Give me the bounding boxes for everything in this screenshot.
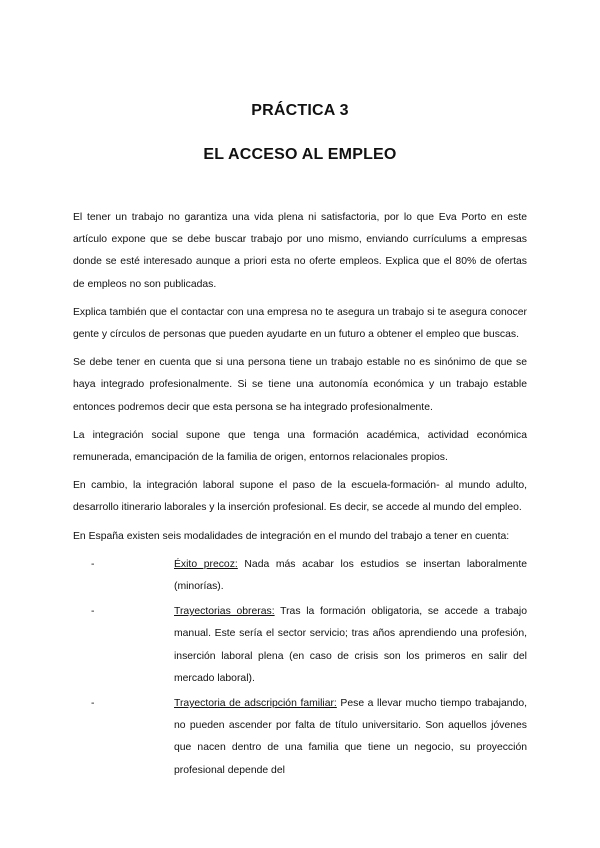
list-dash: - xyxy=(91,698,95,710)
paragraph: En cambio, la integración laboral supone el paso de la escuela-formación- al mundo adulto, desarrollo itinerario laborales y la inserción profesional. Es decir, se accede al mundo del empleo. xyxy=(73,480,527,514)
document-title: PRÁCTICA 3 xyxy=(251,102,349,119)
list-item-term: Éxito precoz: xyxy=(174,558,238,570)
document-subtitle: EL ACCESO AL EMPLEO xyxy=(203,146,397,163)
list-item-text: Nada más acabar los estudios se insertan laboralmente (minorías). xyxy=(174,558,527,593)
paragraph: La integración social supone que tenga una formación académica, actividad económica remunerada, emancipación de la familia de origen, entornos relacionales propios. xyxy=(73,429,527,464)
document-body xyxy=(73,207,527,785)
list-item xyxy=(73,554,527,598)
list-dash: - xyxy=(91,558,95,570)
list-item-term: Trayectorias obreras: xyxy=(174,606,275,618)
list-item-term: Trayectoria de adscripción familiar: xyxy=(174,698,337,710)
paragraph: El tener un trabajo no garantiza una vida plena ni satisfactoria, por lo que Eva Porto en este artículo expone que se debe buscar trabajo por uno mismo, enviando currículums a empresas donde se esté interesado aunque a priori esta no oferte empleos. Explica que el 80% de ofertas de empleos no son publicadas. xyxy=(73,212,527,290)
list-item-text: Tras la formación obligatoria, se accede a trabajo manual. Este sería el sector servicio; tras años aprendiendo una profesión, inserción laboral plena (en caso de crisis son los primeros en salir del mercado laboral). xyxy=(174,606,527,684)
modalities-list xyxy=(73,554,527,782)
paragraph: Se debe tener en cuenta que si una persona tiene un trabajo estable no es sinónimo de que se haya integrado profesionalmente. Si se tiene una autonomía económica y un trabajo estable entonces podremos decir que esta persona se ha integrado profesionalmente. xyxy=(73,357,527,413)
list-item xyxy=(73,601,527,690)
list-dash: - xyxy=(91,606,95,618)
paragraph: En España existen seis modalidades de integración en el mundo del trabajo a tener en cuenta: xyxy=(73,530,510,542)
list-item-text: Pese a llevar mucho tiempo trabajando, no pueden ascender por falta de título universitario. Son aquellos jóvenes que nacen dentro de una familia que tiene un negocio, su proyección profesional depende del xyxy=(174,698,527,776)
paragraph: Explica también que el contactar con una empresa no te asegura un trabajo si te asegura conocer gente y círculos de personas que pueden ayudarte en un futuro a obtener el empleo que buscas. xyxy=(73,306,527,341)
list-item xyxy=(73,693,527,782)
